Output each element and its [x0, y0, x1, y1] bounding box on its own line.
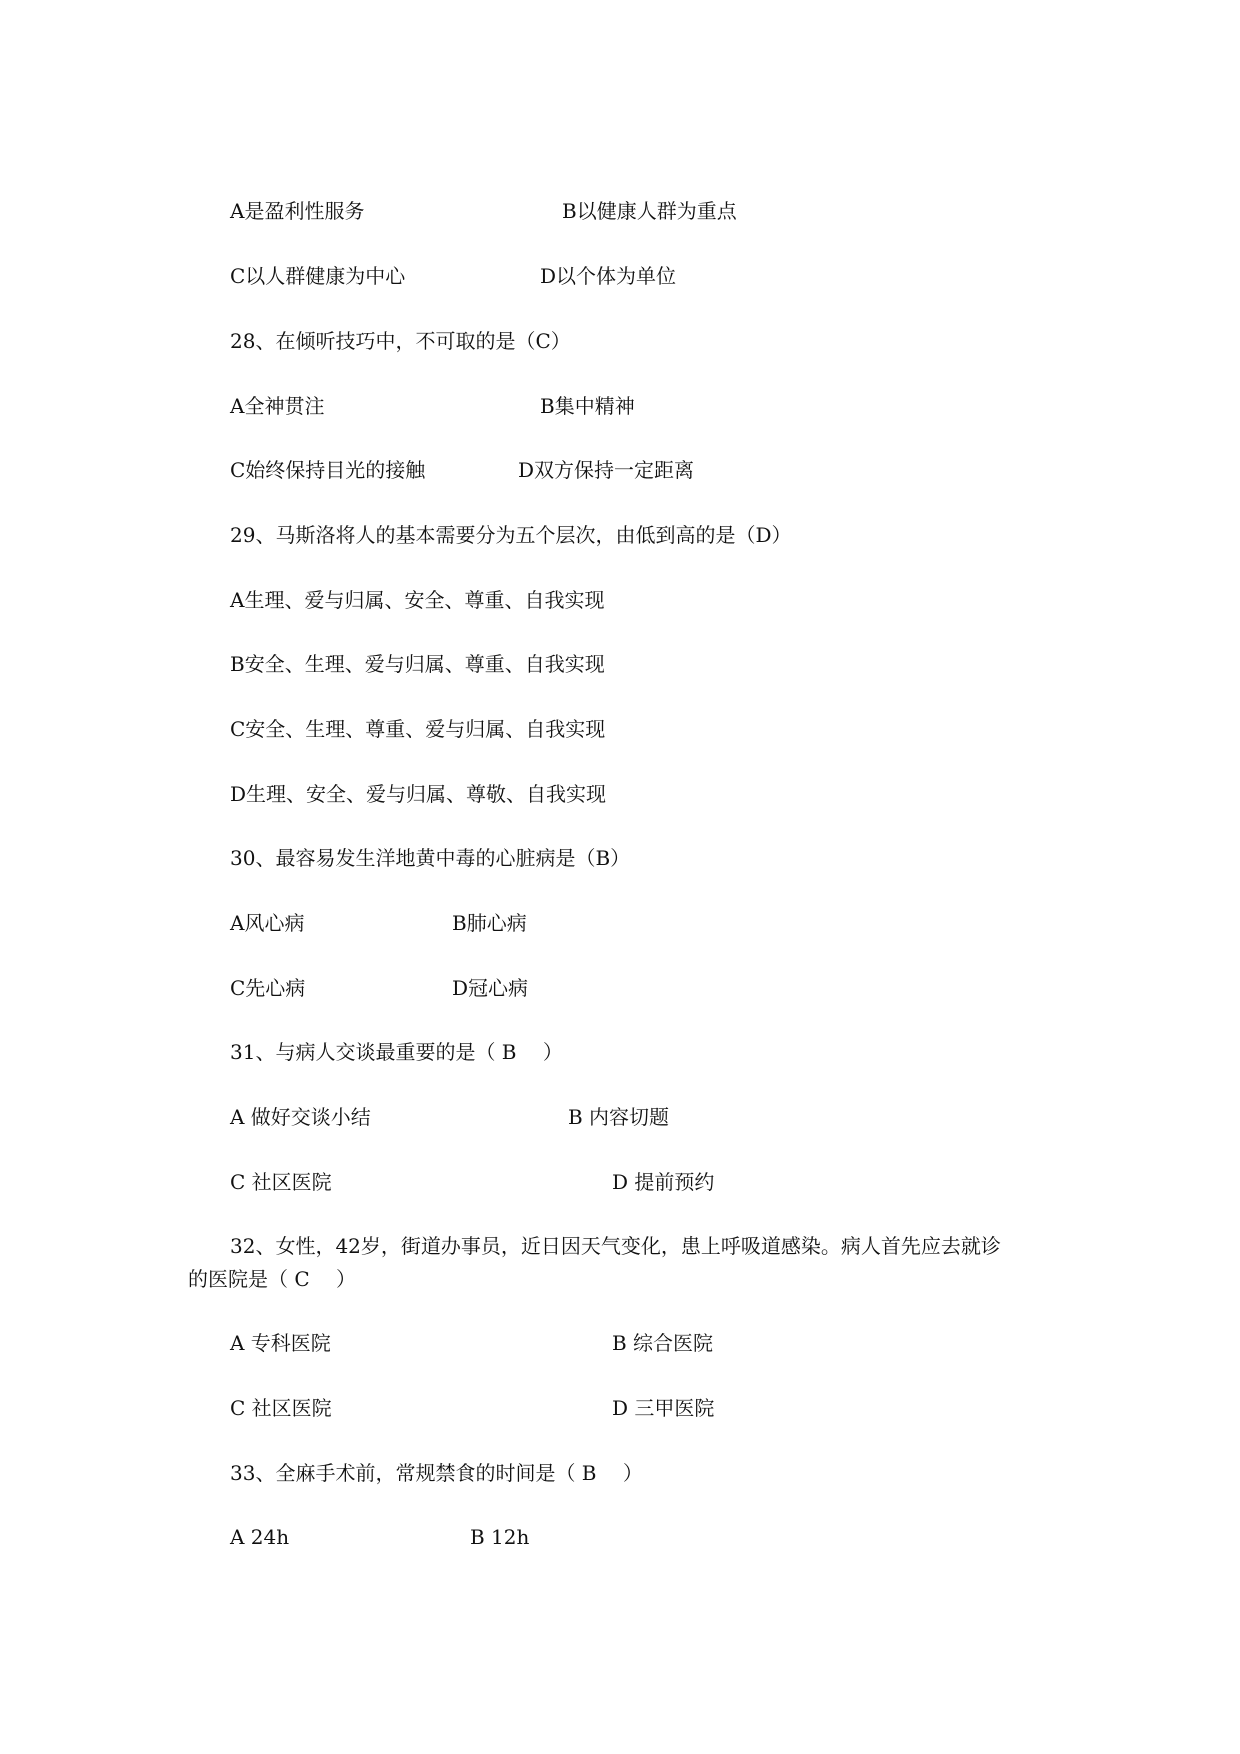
q27-option-a: A是盈利性服务	[230, 199, 365, 223]
q32-stem-line2: 的医院是（ C ）	[188, 1267, 357, 1291]
q27-option-c: C以人群健康为中心	[230, 264, 406, 288]
q31-option-a: A 做好交谈小结	[230, 1105, 371, 1129]
q30-option-c: C先心病	[230, 976, 306, 1000]
q31-option-d: D 提前预约	[612, 1170, 715, 1194]
q29-option-c: C安全、生理、尊重、爱与归属、自我实现	[230, 717, 606, 741]
q29-option-b: B安全、生理、爱与归属、尊重、自我实现	[230, 652, 605, 676]
q32-option-a: A 专科医院	[230, 1331, 331, 1355]
q28-option-b: B集中精神	[540, 394, 635, 418]
q29-option-a: A生理、爱与归属、安全、尊重、自我实现	[230, 588, 605, 612]
q29-option-d: D生理、安全、爱与归属、尊敬、自我实现	[230, 782, 607, 806]
q33-option-a: A 24h	[230, 1525, 290, 1549]
q33-option-b: B 12h	[470, 1525, 530, 1549]
q30-option-d: D冠心病	[452, 976, 529, 1000]
q28-option-d: D双方保持一定距离	[518, 458, 695, 482]
q31-option-c: C 社区医院	[230, 1170, 332, 1194]
q28-stem: 28、在倾听技巧中，不可取的是（C）	[230, 329, 571, 353]
q32-stem-line1: 32、女性，42岁，街道办事员，近日因天气变化，患上呼吸道感染。病人首先应去就诊	[230, 1234, 1001, 1258]
q29-stem: 29、马斯洛将人的基本需要分为五个层次，由低到高的是（D）	[230, 523, 792, 547]
q30-option-a: A风心病	[230, 911, 305, 935]
q27-option-b: B以健康人群为重点	[562, 199, 737, 223]
q27-option-d: D以个体为单位	[540, 264, 677, 288]
q31-option-b: B 内容切题	[568, 1105, 670, 1129]
q32-option-d: D 三甲医院	[612, 1396, 715, 1420]
q32-option-b: B 综合医院	[612, 1331, 714, 1355]
q28-option-a: A全神贯注	[230, 394, 325, 418]
q32-option-c: C 社区医院	[230, 1396, 332, 1420]
q28-option-c: C始终保持目光的接触	[230, 458, 426, 482]
q33-stem: 33、全麻手术前，常规禁食的时间是（ B ）	[230, 1461, 643, 1485]
q31-stem: 31、与病人交谈最重要的是（ B ）	[230, 1040, 563, 1064]
q30-stem: 30、最容易发生洋地黄中毒的心脏病是（B）	[230, 846, 631, 870]
q30-option-b: B肺心病	[452, 911, 527, 935]
